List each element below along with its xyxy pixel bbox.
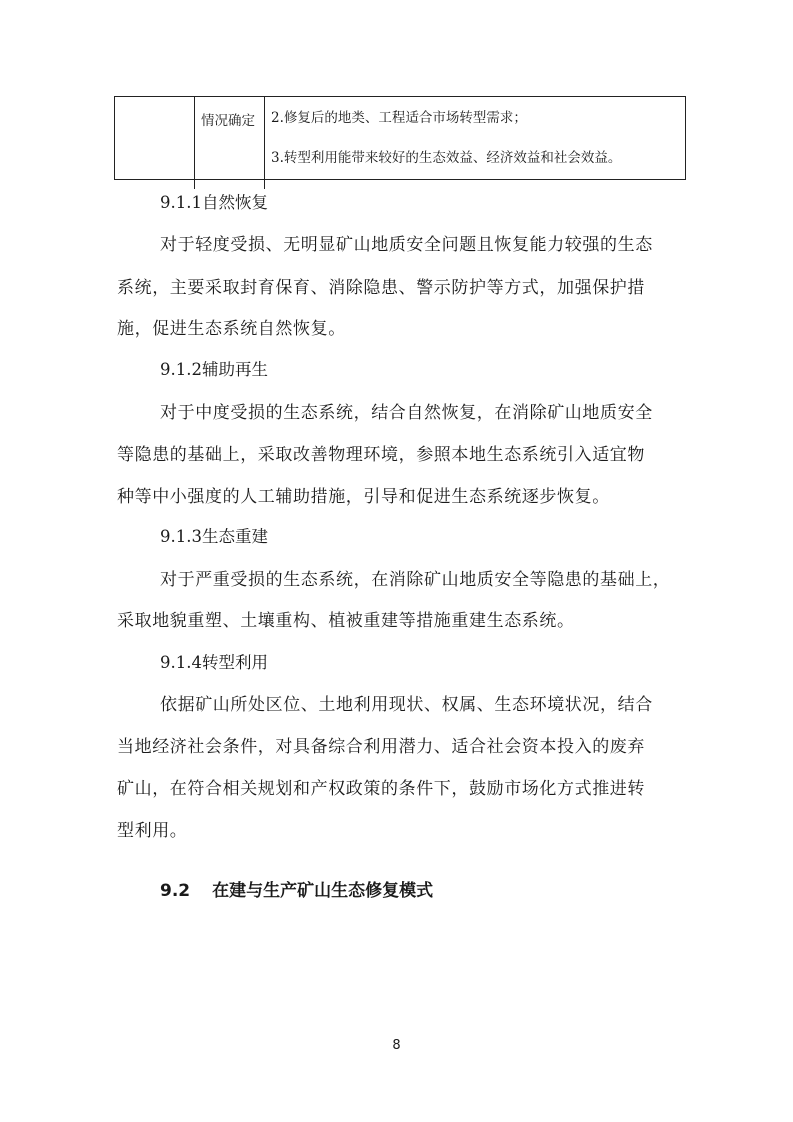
paragraph-line: 当地经济社会条件，对具备综合利用潜力、适合社会资本投入的废弃: [117, 737, 645, 757]
section-title-text: 在建与生产矿山生态修复模式: [212, 881, 434, 901]
table-empty-cell: [115, 97, 195, 189]
table-label-cell: 情况确定: [195, 97, 265, 189]
subsection-heading: 9.1.2辅助再生: [160, 360, 268, 379]
section-title: [160, 876, 433, 901]
paragraph-line: 施，促进生态系统自然恢复。: [117, 319, 346, 339]
section-number: 9.2: [160, 881, 191, 901]
paragraph-line: 对于中度受损的生态系统，结合自然恢复，在消除矿山地质安全: [160, 403, 653, 423]
paragraph-line: 系统，主要采取封育保育、消除隐患、警示防护等方式，加强保护措: [117, 278, 645, 298]
paragraph-line: 矿山，在符合相关规划和产权政策的条件下，鼓励市场化方式推进转: [117, 779, 645, 799]
page-number: 8: [392, 1038, 401, 1053]
paragraph-line: 等隐患的基础上，采取改善物理环境，参照本地生态系统引入适宜物: [117, 445, 645, 465]
paragraph-line: 型利用。: [117, 821, 188, 841]
table-content-cell: [265, 97, 685, 189]
paragraph-line: 采取地貌重塑、土壤重构、植被重建等措施重建生态系统。: [117, 611, 575, 631]
subsection-heading: 9.1.1自然恢复: [160, 193, 268, 212]
subsection-heading: 9.1.4转型利用: [160, 653, 268, 672]
paragraph-line: 种等中小强度的人工辅助措施，引导和促进生态系统逐步恢复。: [117, 487, 610, 507]
subsection-heading: 9.1.3生态重建: [160, 527, 268, 546]
paragraph-line: 对于轻度受损、无明显矿山地质安全问题且恢复能力较强的生态: [160, 235, 653, 255]
criteria-table-fragment: [114, 96, 686, 180]
table-item: 3.转型利用能带来较好的生态效益、经济效益和社会效益。: [271, 150, 622, 166]
paragraph-line: 对于严重受损的生态系统，在消除矿山地质安全等隐患的基础上，: [160, 570, 671, 590]
table-item: 2.修复后的地类、工程适合市场转型需求；: [271, 110, 527, 126]
paragraph-line: 依据矿山所处区位、土地利用现状、权属、生态环境状况，结合: [160, 695, 653, 715]
